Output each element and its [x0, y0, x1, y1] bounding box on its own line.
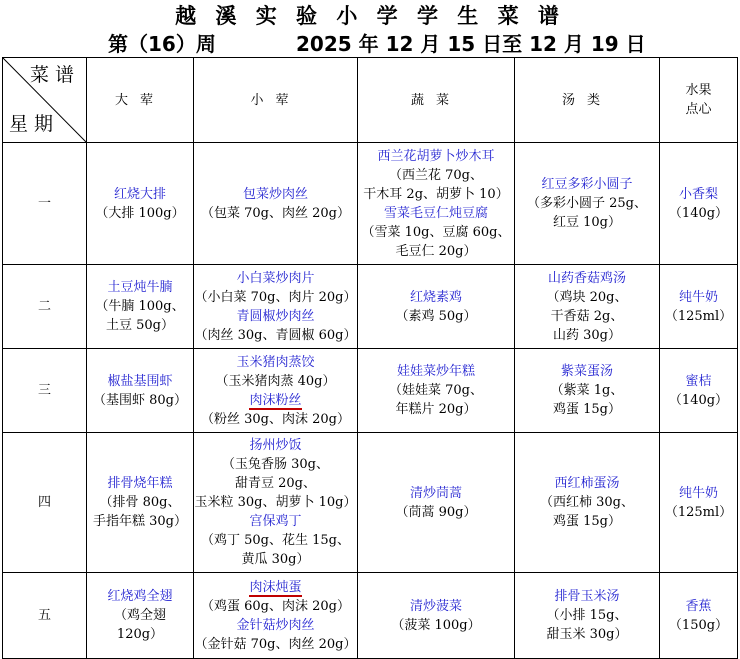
ingredient-line: 年糕片 20g） — [395, 402, 477, 417]
ingredient-line: （排骨 80g、 — [99, 495, 181, 510]
header-row — [3, 58, 738, 143]
corner-top-label: 菜谱 — [29, 64, 80, 86]
dish-name — [87, 372, 193, 391]
cell-main — [87, 349, 194, 433]
dish-name-text: 纯牛奶 — [678, 485, 718, 501]
col-fruit-line2: 点心 — [685, 102, 712, 117]
cell-fruit — [660, 265, 738, 349]
dish-name-text: 纯牛奶 — [678, 289, 718, 305]
dish-name-text: 蜜桔 — [685, 373, 712, 389]
dish-name — [660, 484, 737, 503]
dish-name — [660, 185, 737, 204]
day-row — [3, 265, 738, 349]
ingredient-line: 毛豆仁 20g） — [395, 243, 477, 259]
dish-name-text: 清炒茼蒿 — [409, 485, 462, 501]
week-number: 第（16）周 — [108, 32, 216, 56]
ingredient-line: （大排 100g） — [95, 205, 185, 221]
dish-name — [358, 288, 514, 307]
corner-bottom-label: 星期 — [9, 113, 60, 135]
ingredient-line: （鸡丁 50g、花生 15g、 — [201, 533, 350, 548]
cell-fruit — [660, 143, 738, 265]
ingredient-line: （125ml） — [664, 504, 733, 520]
dish-name-text: 土豆炖牛腩 — [107, 280, 173, 295]
ingredient-line: （玉米猪肉蒸 40g） — [215, 373, 336, 389]
ingredient-line: （鸡蛋 60g、肉沫 20g） — [201, 598, 350, 614]
cell-main — [87, 265, 194, 349]
dish-name-text: 西红柿蛋汤 — [554, 476, 620, 491]
week-line — [0, 30, 740, 58]
dish-name-text: 雪菜毛豆仁炖豆腐 — [383, 205, 488, 221]
ingredient-line: 山药 30g） — [553, 327, 621, 343]
dish-name — [515, 175, 659, 194]
ingredient-line: 土豆 50g） — [106, 318, 174, 333]
ingredient-line: （140g） — [668, 392, 729, 408]
ingredient-line: （基围虾 80g） — [93, 392, 187, 408]
dish-name — [87, 587, 193, 606]
dish-name — [660, 597, 737, 616]
dish-name — [194, 616, 357, 635]
dish-name-text: 小香梨 — [678, 186, 718, 202]
menu-table — [2, 57, 738, 659]
corner-header — [3, 58, 87, 143]
day-row — [3, 349, 738, 433]
ingredient-line: （西兰花 70g、 — [389, 167, 483, 183]
dish-name — [358, 204, 514, 223]
dish-name — [194, 578, 357, 597]
cell-soup — [515, 349, 660, 433]
ingredient-line: 干香菇 2g、 — [550, 308, 624, 324]
cell-small — [194, 265, 358, 349]
dish-name — [194, 269, 357, 288]
dish-name-text: 排骨玉米汤 — [554, 589, 620, 604]
dish-name — [87, 278, 193, 297]
cell-small — [194, 349, 358, 433]
ingredient-line: （肉丝 30g、青圆椒 60g） — [194, 327, 357, 343]
dish-name — [358, 597, 514, 616]
dish-name — [660, 372, 737, 391]
cell-veg — [358, 143, 515, 265]
ingredient-line: 红豆 10g） — [553, 215, 621, 230]
col-fruit — [660, 58, 738, 143]
ingredient-line: 甜玉米 30g） — [546, 627, 628, 642]
ingredient-line: （150g） — [668, 617, 729, 633]
cell-soup — [515, 433, 660, 573]
cell-veg — [358, 349, 515, 433]
ingredient-line: （雪菜 10g、豆腐 60g、 — [361, 224, 511, 240]
date-range: 2025 年 12 月 15 日至 12 月 19 日 — [296, 32, 646, 56]
dish-name — [358, 362, 514, 381]
ingredient-line: （125ml） — [664, 308, 733, 324]
day-label: 二 — [3, 265, 87, 349]
ingredient-line: （包菜 70g、肉丝 20g） — [201, 205, 350, 221]
dish-name — [194, 307, 357, 326]
dish-name-text: 娃娃菜炒年糕 — [396, 364, 475, 379]
ingredient-line: （素鸡 50g） — [395, 308, 477, 324]
cell-small — [194, 433, 358, 573]
dish-name-text: 青圆椒炒肉丝 — [236, 308, 315, 324]
ingredient-line: （鸡全翅 — [113, 608, 166, 623]
cell-veg — [358, 573, 515, 659]
ingredient-line: （牛腩 100g、 — [95, 299, 185, 314]
ingredient-line: 甜青豆 20g、 — [235, 476, 316, 491]
dish-name-text: 小白菜炒肉片 — [236, 270, 315, 286]
day-label: 一 — [3, 143, 87, 265]
day-row — [3, 433, 738, 573]
dish-name-text: 肉沫粉丝 — [249, 392, 302, 408]
cell-fruit — [660, 349, 738, 433]
dish-name — [515, 474, 659, 493]
ingredient-line: （多彩小圆子 25g、 — [527, 196, 647, 211]
ingredient-line: 手指年糕 30g） — [93, 514, 187, 529]
ingredient-line: 玉米粒 30g、胡萝卜 10g） — [194, 495, 357, 510]
dish-name-text: 山药香菇鸡汤 — [547, 270, 626, 286]
cell-veg — [358, 433, 515, 573]
dish-name-text: 紫菜蛋汤 — [560, 364, 613, 379]
ingredient-line: 鸡蛋 15g） — [553, 514, 621, 529]
day-row — [3, 143, 738, 265]
day-label: 三 — [3, 349, 87, 433]
dish-name-text: 西兰花胡萝卜炒木耳 — [377, 148, 495, 164]
cell-main — [87, 573, 194, 659]
ingredient-line: （菠菜 100g） — [391, 617, 481, 633]
dish-name-text: 红烧大排 — [113, 186, 166, 202]
dish-name — [194, 185, 357, 204]
cell-small — [194, 143, 358, 265]
col-soup: 汤类 — [515, 58, 660, 143]
dish-name — [358, 147, 514, 166]
ingredient-line: （紫菜 1g、 — [550, 383, 624, 398]
col-small: 小荤 — [194, 58, 358, 143]
col-main: 大荤 — [87, 58, 194, 143]
dish-name — [194, 512, 357, 531]
dish-name — [194, 353, 357, 372]
dish-name-text: 香蕉 — [685, 598, 712, 614]
ingredient-line: （小白菜 70g、肉片 20g） — [194, 289, 357, 305]
menu-title: 越 溪 实 验 小 学 学 生 菜 谱 — [175, 4, 565, 28]
ingredient-line: （西红柿 30g、 — [540, 495, 634, 510]
dish-name-text: 肉沫炖蛋 — [249, 579, 302, 595]
dish-name-text: 扬州炒饭 — [249, 438, 302, 453]
dish-name-text: 包菜炒肉丝 — [242, 186, 308, 202]
cell-fruit — [660, 433, 738, 573]
ingredient-line: （玉兔香肠 30g、 — [222, 457, 329, 472]
col-veg: 蔬菜 — [358, 58, 515, 143]
dish-name — [87, 185, 193, 204]
cell-main — [87, 143, 194, 265]
ingredient-line: （小排 15g、 — [546, 608, 628, 623]
ingredient-line: （茼蒿 90g） — [395, 504, 477, 520]
dish-name-text: 红烧素鸡 — [409, 289, 462, 305]
ingredient-line: 干木耳 2g、胡萝卜 10） — [363, 186, 509, 202]
dish-name-text: 金针菇炒肉丝 — [236, 617, 315, 633]
dish-name — [194, 436, 357, 455]
cell-main — [87, 433, 194, 573]
dish-name — [358, 484, 514, 503]
cell-soup — [515, 143, 660, 265]
dish-name-text: 清炒菠菜 — [409, 598, 462, 614]
ingredient-line: 120g） — [116, 627, 164, 642]
dish-name — [515, 587, 659, 606]
ingredient-line: （娃娃菜 70g、 — [389, 383, 483, 398]
day-label: 五 — [3, 573, 87, 659]
cell-fruit — [660, 573, 738, 659]
dish-name — [660, 288, 737, 307]
day-label: 四 — [3, 433, 87, 573]
cell-small — [194, 573, 358, 659]
dish-name-text: 宫保鸡丁 — [249, 514, 302, 529]
dish-name-text: 红烧鸡全翅 — [107, 589, 173, 604]
dish-name — [515, 362, 659, 381]
dish-name-text: 椒盐基围虾 — [107, 373, 173, 389]
cell-soup — [515, 265, 660, 349]
dish-name-text: 玉米猪肉蒸饺 — [236, 354, 315, 370]
dish-name-text: 红豆多彩小圆子 — [541, 177, 633, 192]
cell-veg — [358, 265, 515, 349]
ingredient-line: 黄瓜 30g） — [241, 552, 310, 567]
ingredient-line: （140g） — [668, 205, 729, 221]
dish-name — [515, 269, 659, 288]
ingredient-line: （金针菇 70g、肉丝 20g） — [194, 636, 357, 652]
day-row — [3, 573, 738, 659]
dish-name — [87, 474, 193, 493]
ingredient-line: 鸡蛋 15g） — [553, 402, 621, 417]
col-fruit-line1: 水果 — [685, 83, 712, 98]
ingredient-line: （粉丝 30g、肉沫 20g） — [201, 411, 350, 427]
dish-name-text: 排骨烧年糕 — [107, 476, 173, 491]
dish-name — [194, 391, 357, 410]
cell-soup — [515, 573, 660, 659]
menu-body — [3, 143, 738, 659]
ingredient-line: （鸡块 20g、 — [546, 289, 628, 305]
